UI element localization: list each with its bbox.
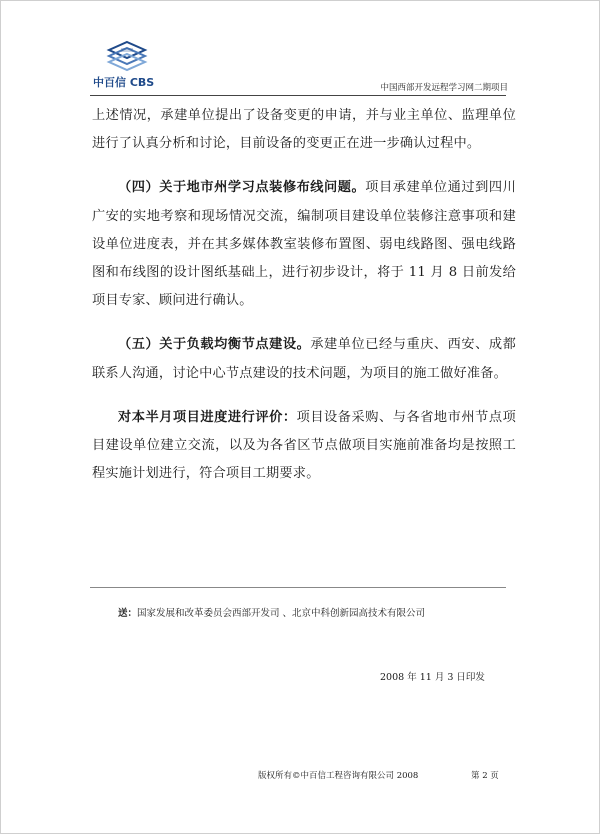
paragraph-section-5 xyxy=(92,331,516,387)
evaluation-heading: 对本半月项目进度进行评价： xyxy=(118,409,297,425)
paragraph-continuation: 上述情况，承建单位提出了设备变更的申请，并与业主单位、监理单位进行了认真分析和讨论，目前设备的变更正在进一步确认过程中。 xyxy=(92,108,516,152)
project-title: 中国西部开发远程学习网二期项目 xyxy=(380,83,508,93)
page-number: 第 2 页 xyxy=(471,771,499,781)
evaluation-body: 项目设备采购、与各省地市州节点项目建设单位建立交流，以及为各省区节点做项目实施前准备均是按照工程实施计划进行，符合项目工期要求。 xyxy=(92,409,516,482)
company-logo xyxy=(93,40,183,90)
section-4-body: 项目承建单位通过到四川广安的实地考察和现场情况交流，编制项目建设单位装修注意事项和建设单位进度表，并在其多媒体教室装修布置图、弱电线路图、强电线路图和布线图的设计图纸基础上，进行初步设计，将于 11 月 8 日前发给项目专家、顾问进行确认。 xyxy=(92,180,516,309)
cbs-logo-icon xyxy=(105,40,149,72)
copyright-notice: 版权所有©中百信工程咨询有限公司 2008 xyxy=(258,771,419,781)
document-body xyxy=(92,102,516,504)
distribution-line xyxy=(118,605,425,619)
paragraph-section-4 xyxy=(92,174,516,315)
distribution-label: 送： xyxy=(118,608,138,619)
section-4-heading: （四）关于地市州学习点装修布线问题。 xyxy=(118,180,366,196)
distribution-recipients: 国家发展和改革委员会西部开发司 、北京中科创新园高技术有限公司 xyxy=(137,608,426,619)
section-5-body: 承建单位已经与重庆、西安、成都联系人沟通，讨论中心节点建设的技术问题，为项目的施工做好准备。 xyxy=(92,337,516,381)
logo-text: 中百信 CBS xyxy=(93,76,155,89)
paragraph-evaluation xyxy=(92,404,516,489)
header-divider xyxy=(90,95,506,96)
footer-divider xyxy=(90,587,506,588)
section-5-heading: （五）关于负载均衡节点建设。 xyxy=(118,337,311,353)
issue-date: 2008 年 11 月 3 日印发 xyxy=(380,672,485,683)
